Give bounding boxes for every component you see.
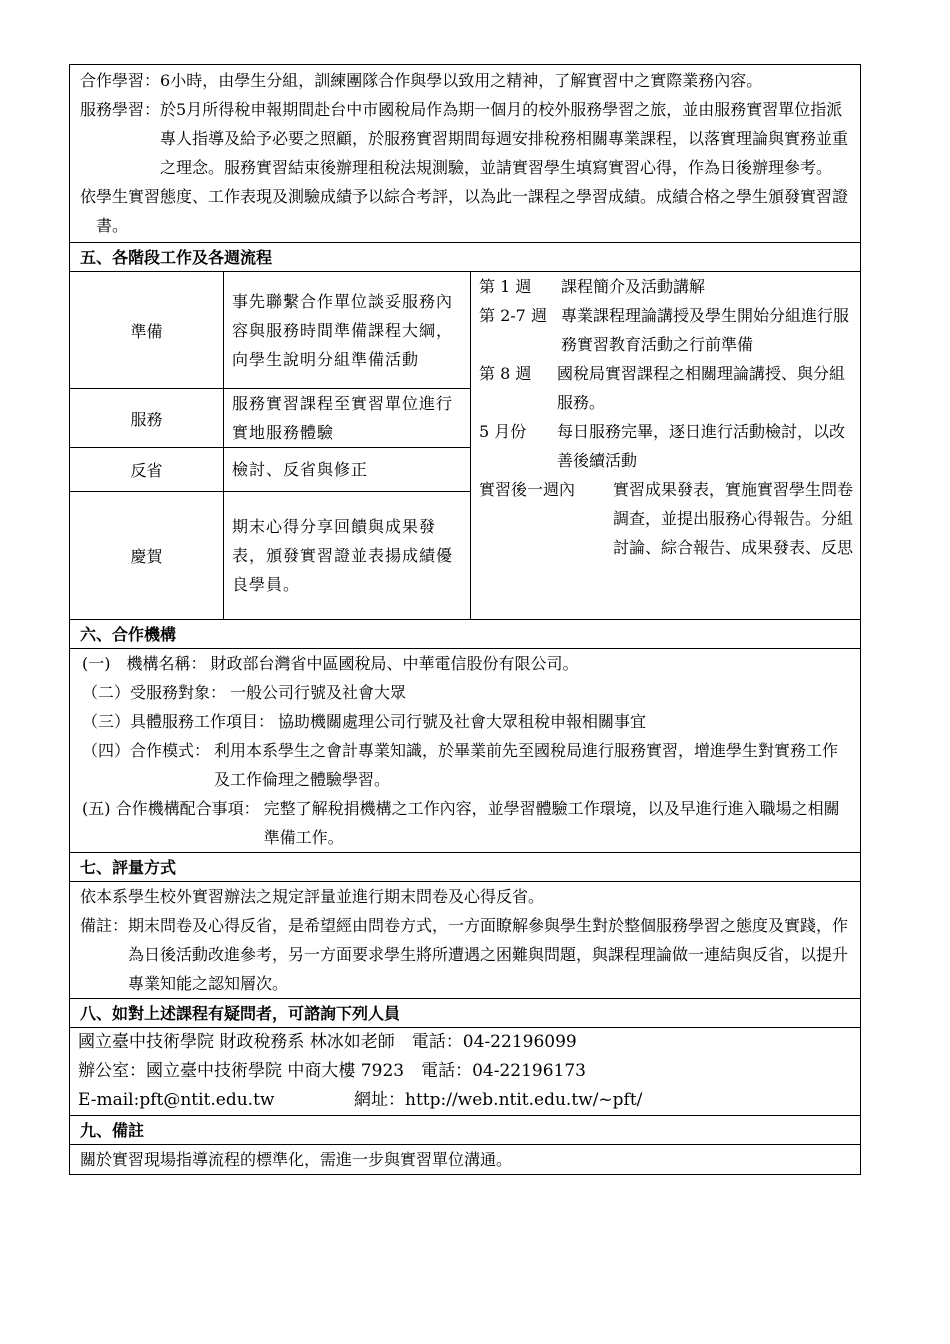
week-text: 每日服務完畢，逐日進行活動檢討，以改善後續活動 (557, 422, 846, 470)
week-item (479, 475, 853, 562)
contact-block (70, 1028, 860, 1116)
week-label: 第 1 週 (479, 277, 532, 296)
org-item-text: 協助機關處理公司行號及社會大眾租稅申報相關事宜 (278, 712, 647, 731)
stage-name: 反省 (70, 448, 224, 492)
contact-office: 辦公室：國立臺中技術學院 中商大樓 7923 電話：04-22196173 (78, 1061, 586, 1081)
assessment-text: 依本系學生校外實習辦法之規定評量並進行期末問卷及心得反省。 (80, 887, 545, 906)
week-label: 第 8 週 (479, 364, 532, 383)
service-learning-label: 服務學習： (80, 100, 161, 119)
stage-name: 準備 (70, 272, 224, 389)
section-6-heading: 六、合作機構 (70, 620, 860, 649)
week-text: 實習成果發表，實施實習學生問卷調查，並提出服務心得報告。分組討論、綜合報告、成果發表、反思 (613, 480, 854, 557)
contact-web-line (78, 1086, 860, 1115)
week-item (479, 359, 853, 417)
stage-name: 慶賀 (70, 492, 224, 619)
org-item (82, 707, 850, 736)
assessment-block (70, 882, 860, 999)
org-item-label: （三）具體服務工作項目： (82, 712, 275, 731)
stage-desc: 檢討、反省與修正 (224, 448, 471, 492)
service-learning-text: 於5月所得稅申報期間赴台中市國稅局作為期一個月的校外服務學習之旅，並由服務實習單位指派專人指導及給予必要之照顧，於服務實習期間每週安排稅務相關專業課程，以落實理論與實務並重之理念。服務實習結束後辦理租稅法規測驗，並請實習學生填寫實習心得，作為日後辦理參考。 (160, 100, 849, 177)
org-item-label: （二）受服務對象： (82, 683, 227, 702)
stage-desc: 期末心得分享回饋與成果發表，頒發實習證並表揚成績優良學員。 (224, 492, 471, 619)
section-5-heading: 五、各階段工作及各週流程 (70, 243, 860, 272)
org-item (82, 678, 850, 707)
contact-website: 網址：http://web.ntit.edu.tw/~pft/ (354, 1090, 643, 1110)
grading-paragraph: 依學生實習態度、工作表現及測驗成績予以綜合考評，以為此一課程之學習成績。成績合格之學生頒發實習證書。 (80, 187, 849, 235)
week-text: 國稅局實習課程之相關理論講授、與分組服務。 (557, 364, 846, 412)
org-item-label: (一) 機構名稱： (82, 654, 207, 673)
coop-learning-label: 合作學習： (80, 71, 161, 90)
stage-name: 服務 (70, 389, 224, 448)
org-item-label: (五) 合作機構配合事項： (82, 799, 260, 818)
partner-organizations (70, 649, 860, 853)
stage-desc: 事先聯繫合作單位談妥服務內容與服務時間準備課程大綱，向學生說明分組準備活動 (224, 272, 471, 389)
course-document (69, 64, 861, 1175)
assessment-note (80, 911, 850, 998)
org-item (82, 794, 850, 852)
org-item-text: 財政部台灣省中區國稅局、中華電信股份有限公司。 (210, 654, 579, 673)
org-item (82, 736, 850, 794)
org-item-text: 一般公司行號及社會大眾 (230, 683, 407, 702)
week-item (479, 301, 853, 359)
week-text: 專業課程理論講授及學生開始分組進行服務實習教育活動之行前準備 (561, 306, 850, 354)
service-learning-paragraph (70, 95, 860, 182)
learning-methods-block (70, 65, 860, 243)
org-item (82, 649, 850, 678)
remarks-text: 關於實習現場指導流程的標準化，需進一步與實習單位溝通。 (70, 1145, 860, 1175)
stage-desc: 服務實習課程至實習單位進行實地服務體驗 (224, 389, 471, 448)
week-item (479, 417, 853, 475)
contact-teacher: 國立臺中技術學院 財政稅務系 林冰如老師 電話：04-22196099 (78, 1032, 577, 1052)
week-text: 課程簡介及活動講解 (561, 277, 706, 296)
weekly-schedule (471, 272, 859, 619)
week-label: 5 月份 (479, 422, 527, 441)
coop-learning-text: 6小時，由學生分組，訓練團隊合作與學以致用之精神，了解實習中之實際業務內容。 (160, 71, 763, 90)
section-8-heading: 八、如對上述課程有疑問者，可諮詢下列人員 (70, 999, 860, 1028)
week-label: 實習後一週內 (479, 480, 576, 499)
stages-table (70, 272, 860, 620)
note-label: 備註： (80, 916, 129, 935)
section-7-heading: 七、評量方式 (70, 853, 860, 882)
week-label: 第 2-7 週 (479, 306, 547, 325)
org-item-text: 利用本系學生之會計專業知識，於畢業前先至國稅局進行服務實習，增進學生對實務工作及工作倫理之體驗學習。 (214, 741, 839, 789)
coop-learning-paragraph (70, 66, 860, 95)
note-text: 期末問卷及心得反省，是希望經由問卷方式，一方面瞭解參與學生對於整個服務學習之態度及實踐，作為日後活動改進參考，另一方面要求學生將所遭遇之困難與問題，與課程理論做一連結與反省，以提升專業知能之認知層次。 (128, 916, 849, 993)
section-9-heading: 九、備註 (70, 1116, 860, 1145)
week-item (479, 272, 853, 301)
contact-email: E-mail:pft@ntit.edu.tw (78, 1090, 275, 1110)
org-item-text: 完整了解稅捐機構之工作內容，並學習體驗工作環境，以及早進行進入職場之相關準備工作。 (263, 799, 840, 847)
org-item-label: （四）合作模式： (82, 741, 211, 760)
